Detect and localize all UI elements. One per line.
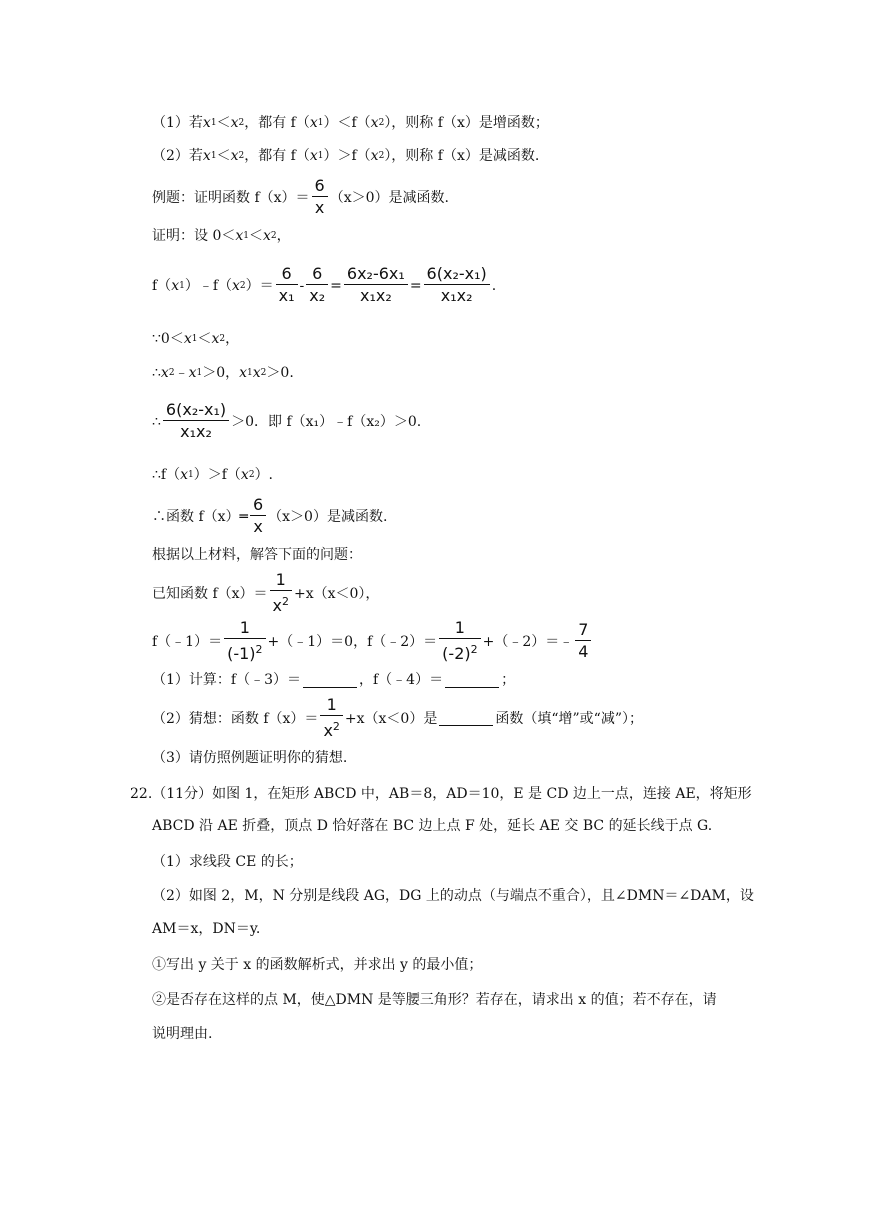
answer-blank-monotonic[interactable] — [439, 711, 493, 726]
sub: 1 — [317, 118, 324, 128]
text: ，f（﹣4）＝ — [359, 672, 444, 688]
text: ），则称 f（x）是减函数. — [384, 148, 540, 164]
text: 说明理由. — [152, 1026, 213, 1042]
base: (-2) — [442, 644, 471, 663]
denominator — [270, 591, 292, 617]
numerator: 1 — [239, 618, 250, 637]
text: （1）求线段 CE 的长； — [152, 854, 303, 870]
sub: 1 — [317, 151, 324, 161]
text: （x＞0）是减函数. — [268, 508, 388, 525]
text: ABCD 沿 AE 折叠，顶点 D 恰好落在 BC 边上点 F 处，延长 AE 交 BC 的延长线于点 G. — [152, 818, 713, 834]
question-3 — [152, 748, 347, 768]
text: ＜ — [249, 228, 263, 244]
text: （1）若 — [152, 115, 203, 131]
numerator: 1 — [326, 695, 337, 714]
denominator: 4 — [578, 642, 589, 661]
var: x — [188, 365, 197, 381]
var: x — [202, 115, 211, 131]
proof-therefore-2: ∴ $\frac{\text{6(x₂-x₁)}}{\text{x₁x₂}}$ ＞0．即 f（x₁）﹣f（x₂）＞0. — [152, 400, 422, 441]
text: （2）猜想：函数 f（x）＝ — [152, 710, 319, 727]
text: ∴f（ — [152, 467, 181, 483]
text: （2）如图 2，M，N 分别是线段 AG，DG 上的动点（与端点不重合），且∠DMN＝∠DAM，设 — [152, 888, 754, 904]
text: +x（x＜0）， — [294, 585, 380, 602]
numerator: 6x₂-6x₁ — [346, 264, 405, 283]
text: ＜ — [216, 115, 231, 131]
numerator: 6 — [312, 264, 323, 283]
denominator: x — [314, 198, 325, 217]
text: ﹣ — [174, 365, 189, 381]
exponent: 2 — [255, 643, 263, 656]
text: 根据以上材料，解答下面的问题： — [152, 547, 362, 563]
sub: 1 — [210, 151, 217, 161]
var: x — [252, 365, 261, 381]
question-intro — [152, 545, 362, 565]
text: +x（x＜0）是 — [344, 710, 438, 727]
text: ，都有 f（ — [244, 148, 310, 164]
question-given — [152, 570, 379, 617]
fraction-6-over-x2 — [306, 264, 328, 307]
var: x — [230, 115, 239, 131]
text: 例题：证明函数 f（x）＝ — [152, 189, 310, 206]
text: +（﹣1）＝0，f（﹣2）＝ — [267, 633, 438, 650]
denominator — [439, 639, 480, 665]
base: x — [323, 721, 333, 740]
fraction-6x2-x1 — [424, 264, 490, 307]
sub: 2 — [239, 280, 246, 291]
denominator: x₁x₂ — [440, 286, 473, 305]
text: ）＜f（ — [323, 115, 371, 131]
definition-decreasing — [152, 146, 539, 166]
numerator: 6 — [314, 176, 325, 195]
text: 已知函数 f（x）＝ — [152, 585, 268, 602]
sub: 1 — [196, 368, 203, 378]
var: x — [370, 148, 379, 164]
fraction-1-over-minus1-sq — [224, 618, 265, 665]
proof-therefore-3 — [152, 465, 273, 485]
sub: 1 — [243, 231, 249, 241]
fraction-1-over-x2 — [270, 570, 292, 617]
text: ∴函数 f（x）═ — [152, 508, 248, 525]
base: x — [272, 596, 282, 615]
fraction-7-over-4 — [575, 620, 591, 663]
problem22-line8 — [152, 1024, 212, 1044]
proof-difference — [152, 264, 496, 307]
problem22-line1 — [130, 784, 752, 804]
equals-sign: = — [409, 277, 422, 294]
question-1 — [152, 670, 515, 690]
numerator: 6(x₂-x₁) — [165, 400, 227, 419]
text: 函数（填“增”或“减”）； — [495, 710, 643, 727]
numerator: 1 — [454, 618, 465, 637]
text: 证明：设 0＜ — [152, 228, 236, 244]
var: x — [230, 148, 239, 164]
fraction-1-over-minus2-sq — [439, 618, 480, 665]
text: ）＞f（ — [193, 467, 241, 483]
text: （1）计算：f（﹣3）＝ — [152, 672, 301, 688]
text: ，都有 f（ — [244, 115, 310, 131]
text: ）＞f（ — [323, 148, 371, 164]
text: ）. — [254, 467, 274, 483]
text: ∵0＜ — [152, 331, 184, 347]
equals-sign: = — [330, 277, 342, 294]
var: x — [240, 467, 249, 483]
fraction-6-over-x — [250, 495, 266, 538]
text: （3）请仿照例题证明你的猜想. — [152, 750, 348, 766]
fraction-6-over-x — [312, 176, 328, 219]
denominator: x — [253, 517, 263, 536]
var: x — [309, 148, 318, 164]
proof-therefore-1 — [152, 363, 294, 383]
sub: 2 — [378, 151, 385, 161]
var: x — [370, 115, 379, 131]
numerator: 7 — [578, 620, 589, 639]
exponent: 2 — [470, 643, 478, 656]
fraction-1-over-x2 — [320, 695, 342, 742]
text: ＞0．即 f（x₁）﹣f（x₂）＞0. — [231, 413, 422, 430]
problem22-line2 — [152, 816, 712, 836]
text: AM＝x，DN＝y. — [152, 921, 261, 937]
var: x — [171, 277, 180, 294]
problem22-line3 — [152, 852, 303, 872]
var: x — [160, 365, 169, 381]
fraction-6-over-x1 — [276, 264, 298, 307]
fraction-6x2-6x1 — [344, 264, 408, 307]
text: ）﹣f（ — [184, 277, 233, 294]
text: ＜ — [216, 148, 231, 164]
exponent: 2 — [282, 595, 289, 608]
text: （2）若 — [152, 148, 203, 164]
problem22-line7 — [152, 990, 717, 1010]
numerator: 1 — [275, 570, 286, 589]
answer-blank-f-4[interactable] — [445, 673, 499, 688]
text: ， — [276, 228, 291, 244]
sub: 2 — [378, 118, 385, 128]
sub: 1 — [179, 280, 185, 291]
text: ），则称 f（x）是增函数； — [384, 115, 549, 131]
example-statement — [152, 176, 449, 219]
answer-blank-f-3[interactable] — [303, 673, 357, 688]
denominator: x₁x₂ — [359, 286, 392, 305]
text: ①写出 y 关于 x 的函数解析式，并求出 y 的最小值； — [152, 957, 483, 973]
var: x — [202, 148, 211, 164]
definition-increasing — [152, 113, 549, 133]
numerator: 6(x₂-x₁) — [426, 264, 487, 283]
numerator: 6 — [281, 264, 292, 283]
base: (-1) — [227, 644, 256, 663]
text: ＜ — [197, 331, 212, 347]
sub: 2 — [260, 368, 267, 378]
text: ）＝ — [245, 277, 274, 294]
sub: 2 — [238, 118, 245, 128]
text: ∴ — [152, 365, 161, 381]
problem22-line6 — [152, 955, 482, 975]
var: x — [309, 115, 318, 131]
text: f（﹣1）＝ — [152, 633, 223, 650]
text: ； — [501, 672, 516, 688]
var: x — [263, 228, 271, 244]
question-2 — [152, 695, 643, 742]
sub: 2 — [238, 151, 245, 161]
problem22-line5 — [152, 919, 260, 939]
sub: 1 — [191, 334, 198, 344]
numerator: 6 — [252, 495, 264, 514]
var: x — [180, 467, 188, 483]
var: x — [239, 365, 248, 381]
var: x — [211, 331, 220, 347]
proof-start — [152, 226, 291, 246]
var: x — [232, 277, 240, 294]
text: ， — [225, 331, 240, 347]
question-calc — [152, 618, 593, 665]
text: ②是否存在这样的点 M，使△DMN 是等腰三角形？若存在，请求出 x 的值；若不存在，请 — [152, 992, 717, 1008]
denominator — [224, 639, 265, 665]
sub: 2 — [270, 231, 277, 241]
proof-conclusion — [152, 495, 387, 538]
fraction-6x2-x1-over-x1x2 — [163, 400, 229, 443]
sub: 2 — [248, 470, 255, 480]
period: . — [491, 277, 497, 294]
sub: 1 — [247, 368, 253, 378]
denominator: x₁x₂ — [180, 422, 212, 441]
sub: 1 — [210, 118, 217, 128]
denominator: x₁ — [278, 286, 295, 305]
denominator — [320, 716, 342, 742]
text: （x＞0）是减函数. — [329, 189, 449, 206]
text: ＞0， — [202, 365, 240, 381]
text: ＞0. — [266, 365, 294, 381]
sub: 2 — [219, 334, 226, 344]
minus-sign: - — [299, 277, 305, 294]
problem22-line4 — [152, 886, 754, 906]
denominator: x₂ — [309, 286, 326, 305]
sub: 1 — [188, 470, 194, 480]
text: f（ — [152, 277, 172, 294]
sub: 2 — [168, 368, 175, 378]
exponent: 2 — [332, 720, 340, 733]
text: +（﹣2）＝﹣ — [482, 633, 574, 650]
var: x — [183, 331, 192, 347]
proof-since — [152, 329, 239, 349]
var: x — [235, 228, 244, 244]
text: 22.（11分）如图 1，在矩形 ABCD 中，AB＝8，AD＝10，E 是 CD 边上一点，连接 AE，将矩形 — [130, 786, 752, 802]
